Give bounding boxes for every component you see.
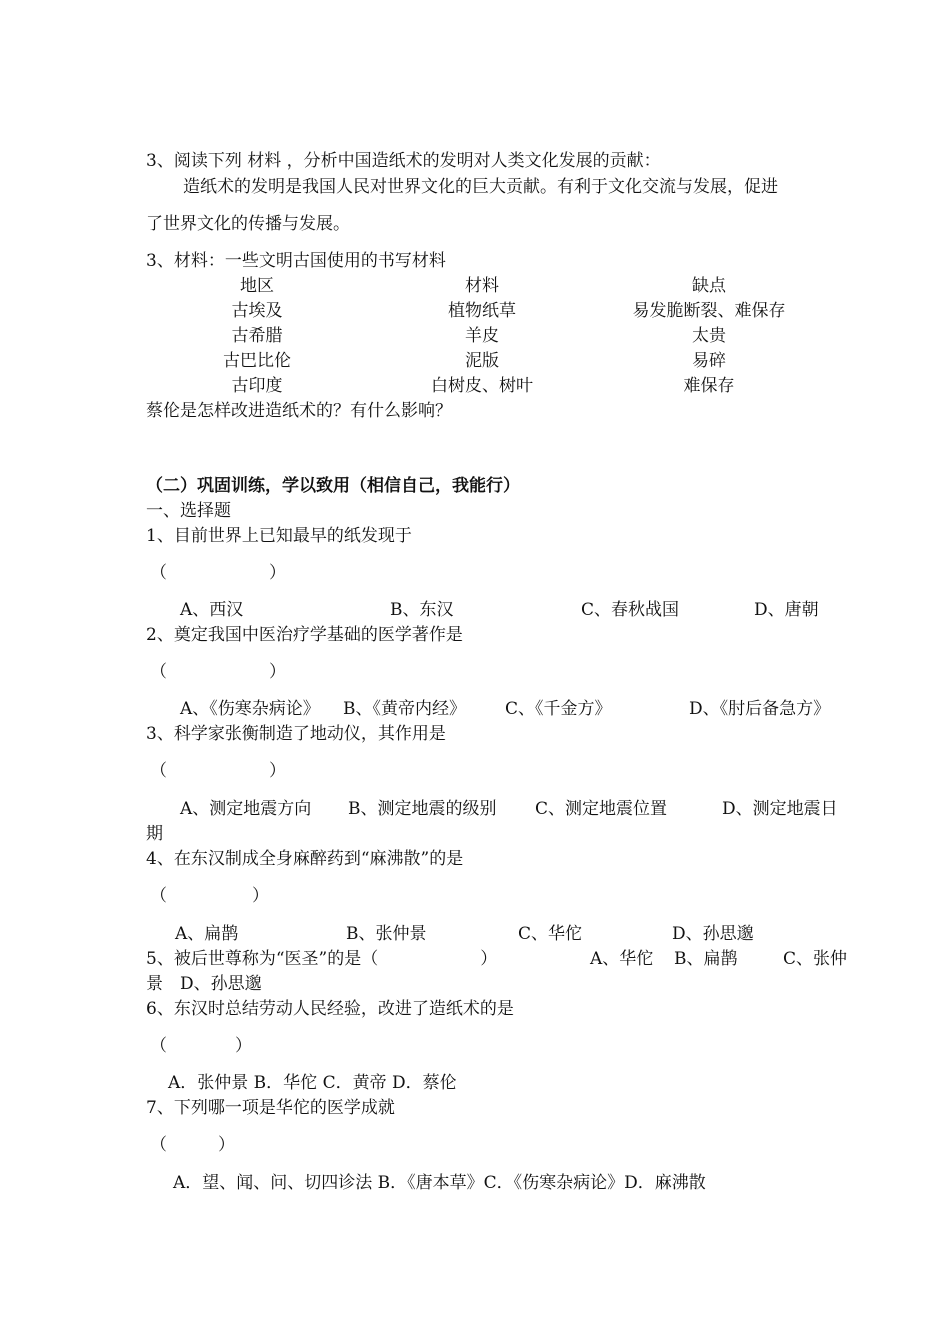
question-1-option-b[interactable]: B、东汉 [390,600,454,620]
question-1-option-d[interactable]: D、唐朝 [754,600,819,620]
table-header-region: 地区 [240,276,274,296]
question-3-option-b[interactable]: B、测定地震的级别 [348,799,497,819]
question-1-option-c[interactable]: C、春秋战国 [581,600,680,620]
question-2-option-d[interactable]: D、《肘后备急方》 [689,699,831,719]
question-3-option-c[interactable]: C、测定地震位置 [535,799,668,819]
question-2-stem: 2、奠定我国中医治疗学基础的医学著作是 [146,625,463,645]
question-4-option-a[interactable]: A、扁鹊 [175,924,239,944]
table-cell: 古希腊 [231,326,283,346]
section-title: （二）巩固训练，学以致用（相信自己，我能行） [146,476,520,496]
table-header-material: 材料 [465,276,499,296]
question-6-options[interactable]: A．张仲景 B．华佗 C．黄帝 D．蔡伦 [168,1073,457,1093]
question-4-option-c[interactable]: C、华佗 [518,924,583,944]
question-3-stem: 3、科学家张衡制造了地动仪，其作用是 [146,724,446,744]
table-cell: 易碎 [692,351,726,371]
question-7-options[interactable]: A．望、闻、问、切四诊法 B．《唐本草》C．《伤寒杂病论》D．麻沸散 [173,1173,706,1193]
table-cell: 古埃及 [231,301,283,321]
question-2-option-b[interactable]: B、《黄帝内经》 [343,699,466,719]
question-5-option-b[interactable]: B、扁鹊 [674,949,738,969]
table-cell: 羊皮 [465,326,499,346]
question-3-answer-blank[interactable]: （ ） [150,761,286,781]
question-6-stem: 6、东汉时总结劳动人民经验，改进了造纸术的是 [146,999,514,1019]
question-1-option-a[interactable]: A、西汉 [180,600,244,620]
table-cell: 难保存 [683,376,735,396]
table-cell: 古印度 [231,376,283,396]
question-3-option-d[interactable]: D、测定地震日 [722,799,838,819]
question-3-answer-line-2: 了世界文化的传播与发展。 [146,214,350,234]
question-4-answer-blank[interactable]: （ ） [150,886,269,906]
question-6-answer-blank[interactable]: （ ） [150,1036,252,1056]
table-cell: 植物纸草 [448,301,516,321]
question-3-materials-stem: 3、材料：一些文明古国使用的书写材料 [146,251,446,271]
materials-question: 蔡伦是怎样改进造纸术的？有什么影响？ [146,401,452,421]
question-4-option-b[interactable]: B、张仲景 [346,924,427,944]
question-5-stem: 5、被后世尊称为“医圣”的是（ ） [146,949,498,969]
table-cell: 泥版 [465,351,499,371]
table-cell: 白树皮、树叶 [431,376,533,396]
table-cell: 易发脆断裂、难保存 [632,301,786,321]
question-2-option-c[interactable]: C、《千金方》 [505,699,612,719]
question-1-stem: 1、目前世界上已知最早的纸发现于 [146,526,412,546]
table-cell: 古巴比伦 [223,351,291,371]
question-4-stem: 4、在东汉制成全身麻醉药到“麻沸散”的是 [146,849,464,869]
question-5-wrap-line: 景 D、孙思邈 [146,974,262,994]
section-subtitle: 一、选择题 [146,501,231,521]
question-3-answer-line-1: 造纸术的发明是我国人民对世界文化的巨大贡献。有利于文化交流与发展，促进 [183,177,778,197]
question-5-option-a[interactable]: A、华佗 [590,949,654,969]
question-3-option-a[interactable]: A、测定地震方向 [180,799,312,819]
question-4-option-d[interactable]: D、孙思邈 [672,924,754,944]
table-header-drawback: 缺点 [692,276,726,296]
question-7-stem: 7、下列哪一项是华佗的医学成就 [146,1098,395,1118]
question-7-answer-blank[interactable]: （ ） [150,1135,235,1155]
question-2-option-a[interactable]: A、《伤寒杂病论》 [180,699,320,719]
table-cell: 太贵 [692,326,726,346]
question-5-option-c[interactable]: C、张仲 [783,949,848,969]
question-1-answer-blank[interactable]: （ ） [150,563,286,583]
question-3-reading-stem: 3、阅读下列 材料 ，分析中国造纸术的发明对人类文化发展的贡献： [146,151,661,171]
question-3-option-d-wrap: 期 [146,824,163,844]
question-2-answer-blank[interactable]: （ ） [150,662,286,682]
